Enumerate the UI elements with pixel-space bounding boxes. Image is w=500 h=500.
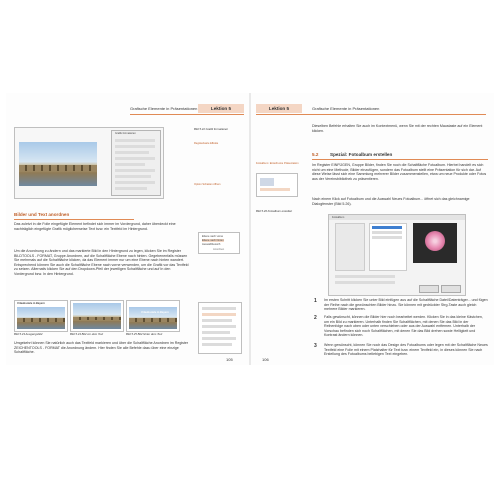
fotoalbum-button-screenshot bbox=[256, 173, 298, 197]
example-photo-1 bbox=[14, 300, 68, 332]
step-1-number: 1 bbox=[314, 298, 317, 304]
step-1-text: Im ersten Schritt klicken Sie unter Bild einfügen aus auf die Schaltfläche Datei/Datenträger... und fügen der Reihe nach die gewünschten Bilder hinzu. Sie können mit gedrückter Strg-Taste auch gleich mehrere Bilder markieren. bbox=[324, 298, 488, 312]
menu-item-selection-pane: Auswahlbereich bbox=[202, 243, 221, 246]
left-paragraph-2: Um die Anordnung zu ändern und das markierte Bild in den Hintergrund zu legen, klicken Sie im Register BILDTOOLS - FORMAT, Gruppe Anordnen, auf die Schaltfläche Ebene nach hinten. Gegebenenfalls müssen Sie mehrmals auf die Schaltfläche klicken, da das Element immer nur um eine Ebene nach hinten wandert. Entsprechend können Sie auch die Schaltfläche Ebene nach vorne verwenden, um die Grafik vor das Textfeld zu setzen. Alternativ klicken Sie auf den Dropdown-Pfeil der jeweiligen Schaltfläche und auf In den Vordergrund bzw. In den Hintergrund. bbox=[14, 249, 189, 276]
arrange-menu-screenshot bbox=[198, 232, 240, 254]
format-picture-panel bbox=[111, 130, 161, 196]
dialog-title: Fotoalbum bbox=[332, 216, 345, 219]
left-lesson-tab: Lektion 5 bbox=[198, 104, 244, 113]
right-paragraph-1: Im Register EINFÜGEN, Gruppe Bilder, finden Sie noch die Schaltfläche Fotoalbum. Hierbei handelt es sich nicht um eine Methode, Bilder einzufügen, sondern das Fotoalbum stellt eine Präsentation für sich dar. Auf diese Weise lässt sich eine Sammlung mehrerer Bilder zusammenstellen, etwa um neue Produkte oder Fotos aus der Vereinsbibliothek zu präsentieren. bbox=[312, 163, 487, 181]
left-paragraph-1: Das zuletzt in die Folie eingefügte Element befindet sich immer im Vordergrund, daher überdeckt eine nachträglich eingefügte Grafik möglicherweise Text bzw. ein Textfeld im Hintergrund. bbox=[14, 222, 176, 231]
format-screenshot bbox=[14, 127, 164, 199]
caption-5-23: Bild 5.23 Ausgangsbild bbox=[14, 332, 43, 336]
side-caption-5-26: Bild 5.26 Fotoalbum erstellen bbox=[256, 209, 293, 213]
section-title: Spezial: Fotoalbum erstellen bbox=[330, 152, 393, 157]
section-number: 5.2 bbox=[312, 152, 319, 157]
side-label-fotoalbum: Fotoalbum: Erstellt eine Präsentation bbox=[256, 162, 299, 165]
menu-group-label: Anordnen bbox=[213, 248, 225, 251]
step-2-text: Falls gewünscht, können die Bilder hier noch bearbeitet werden. Klicken Sie in das kleine Kästchen, um ein Bild zu markieren. Unterhalb finden Sie Schaltflächen, mit denen Sie das Bild in der Reihenfolge nach oben oder unten verschieben oder aus der Auswahl entfernen. Unterhalb der Vorschau befinden sich noch Schaltflächen, mit denen Sie das Bild drehen sowie Helligkeit und Kontrast ändern können. bbox=[324, 315, 483, 338]
left-running-header: Grafische Elemente in Präsentationen bbox=[130, 106, 198, 111]
context-menu-screenshot bbox=[198, 302, 242, 354]
callout-shadow-option: Option Schatten öffnen bbox=[194, 183, 221, 186]
heading-rule bbox=[14, 219, 134, 220]
step-3-number: 3 bbox=[314, 343, 317, 349]
caption-5-25: Bild 5.25 Bild hinter dem Text bbox=[126, 332, 163, 336]
section-heading: Bilder und Text anordnen bbox=[14, 212, 70, 217]
panel-title: Grafik formatieren bbox=[115, 132, 136, 135]
caption-5-24: Bild 5.24 Bild vor dem Text bbox=[70, 332, 104, 336]
callout-register-effects: Registerkarte Effekte bbox=[194, 142, 219, 145]
flower-preview bbox=[413, 223, 457, 263]
left-header-rule bbox=[130, 114, 244, 115]
section-rule bbox=[312, 159, 488, 160]
example-photo-2 bbox=[70, 300, 124, 332]
right-page-number: 106 bbox=[262, 357, 269, 362]
example-photo-3 bbox=[126, 300, 180, 332]
left-page-number: 105 bbox=[226, 357, 233, 362]
right-running-header: Grafische Elemente in Präsentationen bbox=[312, 106, 380, 111]
step-2-number: 2 bbox=[314, 315, 317, 321]
photo-banner-3: Urlaubsziele in Bayern bbox=[141, 311, 169, 314]
right-lesson-tab: Lektion 5 bbox=[256, 104, 302, 113]
menu-item-forward: Ebene nach vorne bbox=[202, 235, 224, 238]
right-intro: Dieselben Befehle erhalten Sie auch im Kontextmenü, wenn Sie mit der rechten Maustaste auf ein Element klicken. bbox=[312, 124, 483, 133]
photo-banner-1: Urlaubsziele in Bayern bbox=[17, 302, 45, 305]
left-paragraph-3: Umgekehrt können Sie natürlich auch das Textfeld markieren und über die Schaltfläche Anordnen im Register ZEICHENTOOLS - FORMAT die Anordnung ändern. Hier finden Sie alle Befehle dazu über eine einzige Schaltfläche. bbox=[14, 341, 189, 355]
fotoalbum-dialog bbox=[328, 214, 466, 296]
step-3-text: Wenn gewünscht, können Sie noch das Design des Fotoalbums oder legen mit der Schaltfläche Neues Textfeld eine Folie mit einem Platzhalter für Text bzw. einem Textfeld ein, in dieses können Sie nach Erstellung des Fotoalbums beliebigen Text eingeben. bbox=[324, 343, 488, 357]
menu-item-backward: Ebene nach hinten bbox=[202, 239, 224, 242]
right-header-rule bbox=[256, 114, 486, 115]
right-paragraph-2: Nach einem Klick auf Fotoalbum und die Auswahl Neues Fotoalbum... öffnet sich das gleichnamige Dialogfenster (Bild 5.26). bbox=[312, 197, 470, 206]
bridge-photo bbox=[19, 142, 97, 186]
book-gutter bbox=[249, 93, 251, 365]
figure-caption-5-22: Bild 5.22 Grafik formatieren bbox=[194, 127, 229, 131]
